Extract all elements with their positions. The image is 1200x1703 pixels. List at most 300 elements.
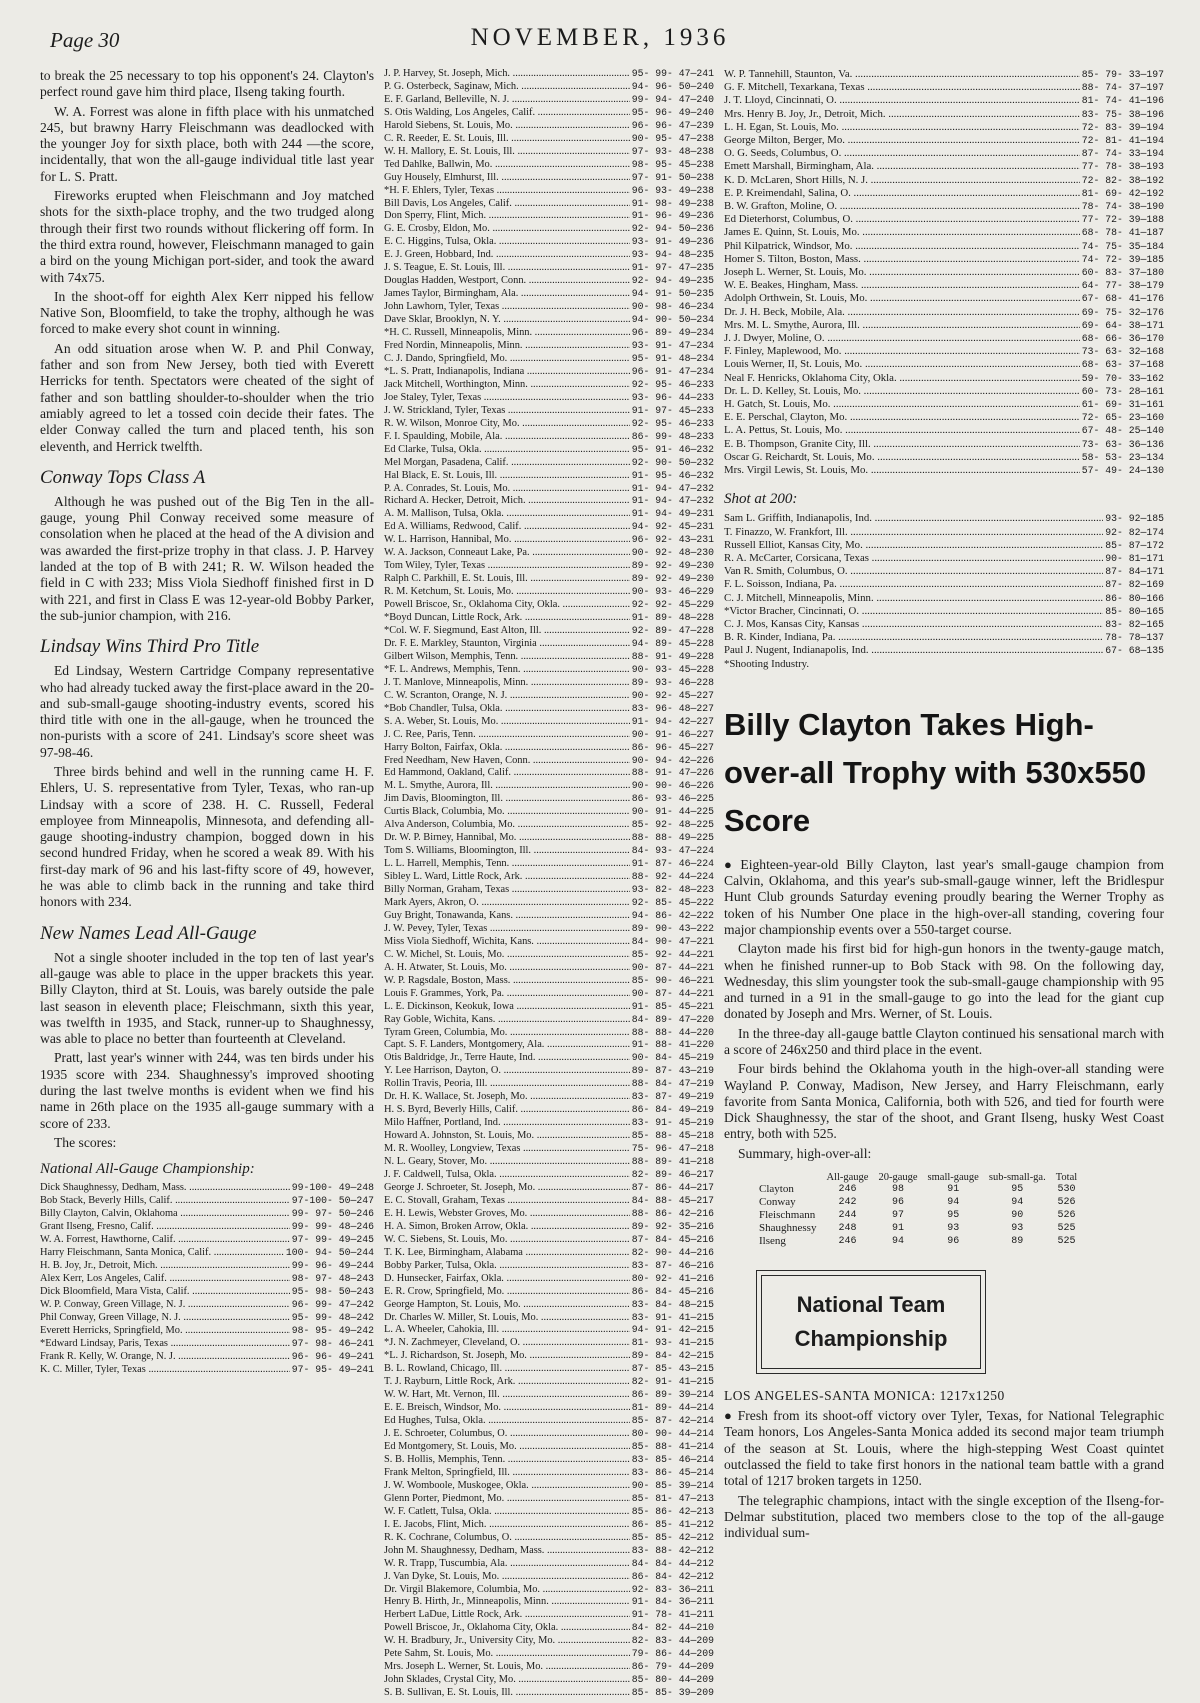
shooter-name: E. E. Breisch, Windsor, Mo. ..... — [384, 1402, 630, 1415]
shooter-name: G. E. Crosby, Eldon, Mo. ..... — [384, 223, 630, 236]
shooter-name: Glenn Porter, Piedmont, Mo. ..... — [384, 1493, 630, 1506]
summary-table — [754, 1172, 1082, 1248]
shooter-name: *Col. W. F. Siegmund, East Alton, Ill. ..... — [384, 625, 630, 638]
shooter-score: 90- 84- 45—219 — [631, 1052, 714, 1064]
shooter-name: L. H. Egan, St. Louis, Mo. ..... — [724, 121, 1080, 134]
shooter-name: J. W. Pevey, Tyler, Texas ..... — [384, 923, 630, 936]
shooter-name: W. P. Conway, Green Village, N. J. ..... — [40, 1299, 290, 1312]
shooter-name: Rollin Travis, Peoria, Ill. ..... — [384, 1078, 630, 1091]
paragraph: Not a single shooter included in the top ten of last year's all-gauge was able to place in the upper brackets this year. Billy Clayton, third at St. Louis, was barely outside the pale last season in eleventh place; Fleischmann, sixth this year, was twelfth in 1935, and Stack, runner-up to Shaughnessy, was able to place no better than fourteenth at Cleveland. — [40, 949, 374, 1047]
score-row — [724, 592, 1164, 605]
score-row — [724, 147, 1164, 160]
paragraph: to break the 25 necessary to top his opponent's 24. Clayton's perfect round gave him third place, Ilseng taking fourth. — [40, 68, 374, 100]
shooter-score: 95- 99- 48—242 — [291, 1311, 374, 1323]
team-championship-box — [756, 1270, 986, 1374]
score-row — [384, 1506, 714, 1519]
shooter-score: 67- 68—135 — [1105, 645, 1164, 657]
score-row — [724, 605, 1164, 618]
score-row — [384, 159, 714, 172]
score-row — [384, 1117, 714, 1130]
headline: Billy Clayton Takes High-over-all Trophy with 530x550 Score — [724, 706, 1147, 838]
score-row — [384, 1609, 714, 1622]
shooter-score: 78- 74- 38—190 — [1081, 201, 1164, 213]
shooter-name: Bill Davis, Los Angeles, Calif. ..... — [384, 198, 630, 211]
shooter-score: 85- 86- 42—213 — [631, 1505, 714, 1517]
score-row — [384, 1182, 714, 1195]
shooter-score: 91- 94- 42—227 — [631, 715, 714, 727]
shooter-score: 99- 97- 50—246 — [291, 1208, 374, 1220]
shooter-name: Mrs. Joseph L. Werner, St. Louis, Mo. ..... — [384, 1661, 630, 1674]
shooter-name: S. B. Sullivan, E. St. Louis, Ill. ..... — [384, 1687, 630, 1698]
summary-value: 94 — [891, 1236, 904, 1248]
shooter-name: Frank R. Kelly, W. Orange, N. J. ..... — [40, 1351, 290, 1364]
shooter-score: 92- 82—174 — [1105, 526, 1164, 538]
shooter-score: 92- 95- 46—233 — [631, 378, 714, 390]
shooter-score: 88- 92- 44—224 — [631, 871, 714, 883]
shooter-name: J. E. Schroeter, Columbus, O. ..... — [384, 1428, 630, 1441]
score-row — [384, 470, 714, 483]
shooter-score: 80- 92- 41—216 — [631, 1272, 714, 1284]
shooter-score: 83- 87- 46—216 — [631, 1259, 714, 1271]
issue-date: NOVEMBER, 1936 — [470, 24, 730, 51]
shooter-score: 68- 66- 36—170 — [1081, 333, 1164, 345]
shooter-name: Don Sperry, Flint, Mich. ..... — [384, 210, 630, 223]
shooter-name: *Boyd Duncan, Little Rock, Ark. ..... — [384, 612, 630, 625]
score-row — [384, 845, 714, 858]
shooter-name: Mrs. M. L. Smythe, Aurora, Ill. ..... — [724, 319, 1080, 332]
shooter-name: D. Hunsecker, Fairfax, Okla. ..... — [384, 1273, 630, 1286]
paragraph: ● Eighteen-year-old Billy Clayton, last year's small-gauge champion from Calvin, Oklahoma, and this year's sub-small-gauge winner, left the Bridlespur Hunt Club grounds Saturday evening proudly bearing the Werner Trophy as token of his Number One place in the high-over-all standing, covering four major championship events over a 550-target course. — [724, 856, 1164, 937]
shooter-name: J. T. Manlove, Minneapolis, Minn. ..... — [384, 677, 630, 690]
score-row — [384, 1091, 714, 1104]
summary-value: 98 — [891, 1184, 904, 1196]
subhead-new-names: New Names Lead All-Gauge — [40, 922, 257, 944]
score-row — [384, 223, 714, 236]
shooter-score: 67- 68- 41—176 — [1081, 293, 1164, 305]
shooter-score: 90- 81—171 — [1105, 552, 1164, 564]
shooter-name: J. W. Strickland, Tyler, Texas ..... — [384, 405, 630, 418]
shooter-name: J. C. Ree, Paris, Tenn. ..... — [384, 729, 630, 742]
summary-value: 95 — [1011, 1184, 1024, 1196]
shooter-score: 93- 96- 44—233 — [631, 391, 714, 403]
shooter-score: 86- 84- 42—212 — [631, 1570, 714, 1582]
shooter-score: 64- 77- 38—179 — [1081, 280, 1164, 292]
score-list-right — [724, 68, 1164, 477]
shooter-name: W. P. Tannehill, Staunton, Va. ..... — [724, 68, 1080, 81]
score-row — [40, 1234, 374, 1247]
shooter-score: 85- 80- 44—209 — [631, 1674, 714, 1686]
shooter-score: 83- 87- 49—219 — [631, 1091, 714, 1103]
shooter-name: H. B. Joy, Jr., Detroit, Mich. ..... — [40, 1260, 290, 1273]
shooter-score: 80- 90- 44—214 — [631, 1428, 714, 1440]
shooter-name: E. F. Garland, Belleville, N. J. ..... — [384, 94, 630, 107]
shooter-name: James Taylor, Birmingham, Ala. ..... — [384, 288, 630, 301]
score-row — [384, 651, 714, 664]
shooter-score: 88- 88- 49—225 — [631, 832, 714, 844]
shooter-score: 88- 91- 47—226 — [631, 767, 714, 779]
shooter-score: 88- 89- 41—218 — [631, 1156, 714, 1168]
score-row — [384, 301, 714, 314]
shooter-name: K. D. McLaren, Short Hills, N. J. ..... — [724, 174, 1080, 187]
shooter-score: 85- 81- 47—213 — [631, 1492, 714, 1504]
score-row — [384, 1312, 714, 1325]
score-row — [384, 1467, 714, 1480]
shooter-score: 93- 94- 48—235 — [631, 249, 714, 261]
shooter-score: 61- 69- 31—161 — [1081, 399, 1164, 411]
shooter-score: 83- 88- 42—212 — [631, 1544, 714, 1556]
score-row — [724, 160, 1164, 173]
paragraph: W. A. Forrest was alone in fifth place with his unmatched 245, but brawny Harry Fleischmann was deadlocked with the younger Joy for sixth place, both with 244 —the score, incidentally, that won the all-gauge individual title last year for L. S. Pratt. — [40, 103, 374, 184]
score-row — [384, 1130, 714, 1143]
score-row — [40, 1247, 374, 1260]
shooter-name: Ted Dahlke, Ballwin, Mo. ..... — [384, 159, 630, 172]
summary-value: 96 — [947, 1236, 960, 1248]
bullet-icon: ● — [724, 856, 737, 872]
shooter-score: 90- 92- 45—227 — [631, 689, 714, 701]
summary-value: 246 — [838, 1184, 857, 1196]
shooter-score: 95- 98- 50—243 — [291, 1285, 374, 1297]
shooter-score: 98- 97- 48—243 — [291, 1272, 374, 1284]
shooter-name: Russell Elliot, Kansas City, Mo. ..... — [724, 539, 1103, 552]
shooter-score: 89- 84- 42—215 — [631, 1350, 714, 1362]
shooter-score: 98- 95- 49—242 — [291, 1324, 374, 1336]
score-row — [384, 1480, 714, 1493]
score-row — [384, 249, 714, 262]
score-row — [384, 521, 714, 534]
page-header — [40, 24, 1160, 58]
score-row — [384, 444, 714, 457]
shooter-name: Miss Viola Siedhoff, Wichita, Kans. ..... — [384, 936, 630, 949]
score-row — [384, 1363, 714, 1376]
shooter-score: 85- 90- 46—221 — [631, 974, 714, 986]
shooter-name: Van R. Smith, Columbus, O. ..... — [724, 565, 1103, 578]
score-row — [724, 279, 1164, 292]
shooter-score: 81- 69- 42—192 — [1081, 187, 1164, 199]
score-row — [384, 962, 714, 975]
shooter-score: 86- 85- 41—212 — [631, 1518, 714, 1530]
score-row — [724, 398, 1164, 411]
shooter-name: Emett Marshall, Birmingham, Ala. ..... — [724, 160, 1080, 173]
score-row — [384, 1558, 714, 1571]
score-row — [724, 174, 1164, 187]
shooter-score: 86- 84- 45—216 — [631, 1285, 714, 1297]
shooter-score: 93- 92—185 — [1105, 513, 1164, 525]
shooter-score: 94- 91- 50—235 — [631, 288, 714, 300]
shooter-name: L. A. Wheeler, Cahokia, Ill. ..... — [384, 1324, 630, 1337]
shooter-score: 99- 99- 48—246 — [291, 1221, 374, 1233]
shooter-name: K. C. Miller, Tyler, Texas ..... — [40, 1364, 290, 1377]
shooter-score: 90- 93- 46—229 — [631, 586, 714, 598]
shooter-score: 96- 91- 47—234 — [631, 365, 714, 377]
shooter-score: 90- 93- 45—228 — [631, 663, 714, 675]
shooter-name: C. J. Dando, Springfield, Mo. ..... — [384, 353, 630, 366]
shooter-score: 98- 95- 45—238 — [631, 158, 714, 170]
score-row — [384, 1454, 714, 1467]
score-row — [384, 1532, 714, 1545]
shooter-name: J. P. Harvey, St. Joseph, Mich. ..... — [384, 68, 630, 81]
shooter-score: 96- 93- 49—238 — [631, 184, 714, 196]
score-row — [724, 631, 1164, 644]
shooter-name: Pete Sahm, St. Louis, Mo. ..... — [384, 1648, 630, 1661]
shooter-name: *Bob Chandler, Tulsa, Okla. ..... — [384, 703, 630, 716]
shooter-score: 69- 75- 32—176 — [1081, 306, 1164, 318]
shooter-name: Guy Housely, Elmhurst, Ill. ..... — [384, 172, 630, 185]
score-row — [724, 319, 1164, 332]
shooter-score: 86- 84- 49—219 — [631, 1104, 714, 1116]
score-row — [384, 599, 714, 612]
shooter-name: Ed A. Williams, Redwood, Calif. ..... — [384, 521, 630, 534]
shooter-name: E. C. Higgins, Tulsa, Okla. ..... — [384, 236, 630, 249]
shooter-score: 86- 89- 39—214 — [631, 1389, 714, 1401]
shot-at-200-list — [724, 512, 1164, 657]
score-row — [384, 1104, 714, 1117]
summary-shooter: Ilseng — [759, 1235, 786, 1248]
shooter-score: 85- 87—172 — [1105, 539, 1164, 551]
shooter-name: Ralph C. Parkhill, E. St. Louis, Ill. ..... — [384, 573, 630, 586]
shooter-score: 89- 90- 43—222 — [631, 922, 714, 934]
score-row — [384, 392, 714, 405]
shooter-score: 97-100- 50—247 — [291, 1195, 374, 1207]
score-row — [384, 1350, 714, 1363]
shooter-score: 97- 99- 49—245 — [291, 1234, 374, 1246]
shooter-score: 81- 93- 41—215 — [631, 1337, 714, 1349]
score-row — [40, 1286, 374, 1299]
paragraph: Clayton made his first bid for high-gun honors in the twenty-gauge match, when he finished runner-up to Bob Stack with 98. On the following day, Wednesday, this slim youngster took the sub-small-gauge championship with 95 and turned in a 91 in the small-gauge to go into the lead for the giant cup donated by Joseph and Mrs. Werner, of St. Louis. — [724, 941, 1164, 1022]
shooter-name: George J. Schroeter, St. Joseph, Mo. ..... — [384, 1182, 630, 1195]
score-row — [384, 508, 714, 521]
shooter-name: C. J. Mitchell, Minneapolis, Minn. ..... — [724, 592, 1103, 605]
score-row — [384, 884, 714, 897]
shooter-score: 91- 94- 47—232 — [631, 482, 714, 494]
shooter-name: *J. N. Zachmeyer, Cleveland, O. ..... — [384, 1337, 630, 1350]
summary-shooter: Shaughnessy — [759, 1222, 817, 1235]
shooter-score: 83- 75- 38—196 — [1081, 108, 1164, 120]
shooter-score: 74- 75- 35—184 — [1081, 240, 1164, 252]
shooter-name: Dr. H. K. Wallace, St. Joseph, Mo. ..... — [384, 1091, 630, 1104]
shooter-name: S. B. Hollis, Memphis, Tenn. ..... — [384, 1454, 630, 1467]
shooter-score: 72- 81- 41—194 — [1081, 135, 1164, 147]
shooter-name: C. R. Reeder, E. St. Louis, Ill. ..... — [384, 133, 630, 146]
score-row — [384, 560, 714, 573]
shooter-name: F. Finley, Maplewood, Mo. ..... — [724, 345, 1080, 358]
score-row — [384, 210, 714, 223]
score-row — [724, 134, 1164, 147]
shooter-name: John Lawhorn, Tyler, Texas ..... — [384, 301, 630, 314]
shooter-name: W. E. Beakes, Hingham, Mass. ..... — [724, 279, 1080, 292]
shooter-score: 89- 92- 35—216 — [631, 1220, 714, 1232]
score-row — [384, 742, 714, 755]
scores-heading: National All-Gauge Championship: — [40, 1161, 255, 1178]
shooter-name: Mrs. Henry B. Joy, Jr., Detroit, Mich. ..... — [724, 108, 1080, 121]
shooter-score: 91- 85- 45—221 — [631, 1000, 714, 1012]
shooter-name: Frank Melton, Springfield, Ill. ..... — [384, 1467, 630, 1480]
shooter-name: F. L. Soisson, Indiana, Pa. ..... — [724, 578, 1103, 591]
score-row — [724, 108, 1164, 121]
shooter-name: B. W. Grafton, Moline, O. ..... — [724, 200, 1080, 213]
score-row — [724, 385, 1164, 398]
col-header: Total — [1055, 1172, 1078, 1184]
shooter-name: B. R. Kinder, Indiana, Pa. ..... — [724, 631, 1103, 644]
shooter-score: 86- 80—166 — [1105, 592, 1164, 604]
score-row — [724, 578, 1164, 591]
score-row — [384, 1337, 714, 1350]
shooter-score: 85- 92- 48—225 — [631, 819, 714, 831]
page-number: Page 30 — [50, 28, 120, 52]
score-row — [384, 1402, 714, 1415]
score-row — [384, 1622, 714, 1635]
shooter-name: Tyram Green, Columbia, Mo. ..... — [384, 1027, 630, 1040]
shooter-name: Jim Davis, Bloomington, Ill. ..... — [384, 793, 630, 806]
shooter-name: Sibley L. Ward, Little Rock, Ark. ..... — [384, 871, 630, 884]
paragraph: Although he was pushed out of the Big Ten in the all-gauge, young Phil Conway received some measure of consolation when he placed at the head of the A division and was awarded the first-prize trophy in that class. J. P. Harvey landed at the top of B with 241; R. W. Wilson headed the field in C with 233; Miss Viola Siedhoff finished first in D with 221, and first in Class E was 12-year-old Bobby Parker, the sub-junior champion, with 216. — [40, 493, 374, 623]
shooter-score: 95- 96- 49—240 — [631, 106, 714, 118]
team-championship-title: National Team Championship — [761, 1275, 981, 1369]
shooter-score: 85- 88- 41—214 — [631, 1441, 714, 1453]
shooter-score: 96- 99- 47—242 — [291, 1298, 374, 1310]
shooter-name: Dr. J. H. Beck, Mobile, Ala. ..... — [724, 306, 1080, 319]
score-row — [384, 107, 714, 120]
shooter-score: 84- 82- 44—210 — [631, 1622, 714, 1634]
summary-value: 525 — [1057, 1223, 1076, 1235]
shooter-name: H. Gatch, St. Louis, Mo. ..... — [724, 398, 1080, 411]
score-row — [384, 755, 714, 768]
shooter-name: J. J. Dwyer, Moline, O. ..... — [724, 332, 1080, 345]
shooter-score: 93- 91- 49—236 — [631, 236, 714, 248]
shooter-name: Fred Needham, New Haven, Conn. ..... — [384, 755, 630, 768]
score-row — [384, 1078, 714, 1091]
shooter-name: Powell Briscoe, Jr., Oklahoma City, Okla. ..... — [384, 1622, 630, 1635]
subhead-lindsay-wins: Lindsay Wins Third Pro Title — [40, 636, 260, 658]
shooter-name: Dr. Charles W. Miller, St. Louis, Mo. ..... — [384, 1312, 630, 1325]
shooter-name: Y. Lee Harrison, Dayton, O. ..... — [384, 1065, 630, 1078]
score-row — [724, 292, 1164, 305]
score-row — [384, 625, 714, 638]
shooter-score: 82- 91- 41—215 — [631, 1376, 714, 1388]
score-row — [384, 366, 714, 379]
summary-shooter: Conway — [759, 1196, 796, 1209]
score-row — [384, 1596, 714, 1609]
score-row — [384, 1687, 714, 1698]
score-list-middle — [384, 68, 714, 1698]
score-row — [724, 266, 1164, 279]
score-row — [384, 988, 714, 1001]
shooter-score: 87- 85- 43—215 — [631, 1363, 714, 1375]
shooter-name: Ed Clarke, Tulsa, Okla. ..... — [384, 444, 630, 457]
score-row — [384, 1286, 714, 1299]
score-row — [40, 1338, 374, 1351]
shooter-name: C. W. Michel, St. Louis, Mo. ..... — [384, 949, 630, 962]
shooter-score: 89- 93- 46—228 — [631, 676, 714, 688]
paragraph: In the three-day all-gauge battle Clayton continued his sensational march with a score of 246x250 and third place in the event. — [724, 1025, 1164, 1057]
score-row — [724, 253, 1164, 266]
shooter-name: W. R. Trapp, Tuscumbia, Ala. ..... — [384, 1558, 630, 1571]
shooter-name: Alva Anderson, Columbia, Mo. ..... — [384, 819, 630, 832]
shooter-name: R. A. McCarter, Corsicana, Texas ..... — [724, 552, 1103, 565]
shooter-name: R. M. Ketchum, St. Louis, Mo. ..... — [384, 586, 630, 599]
score-row — [724, 81, 1164, 94]
paragraph: Ed Lindsay, Western Cartridge Company representative who had already tucked away the first-place award in the 20- and sub-small-gauge shooting-industry events, scored his third title with one in the all-gauge, when he trounced the non-purists with a score of 241. Lindsay's score sheet was 97-98-46. — [40, 663, 374, 760]
shooter-name: A. M. Mallison, Tulsa, Okla. ..... — [384, 508, 630, 521]
shooter-name: John Sklades, Crystal City, Mo. ..... — [384, 1674, 630, 1687]
shooter-score: 73- 63- 36—136 — [1081, 438, 1164, 450]
shooter-score: 90- 95- 47—238 — [631, 132, 714, 144]
score-row — [384, 1493, 714, 1506]
shooter-name: E. R. Crow, Springfield, Mo. ..... — [384, 1286, 630, 1299]
summary-value: 95 — [947, 1210, 960, 1222]
col-header: 20-gauge — [878, 1172, 918, 1184]
paragraph: Four birds behind the Oklahoma youth in the high-over-all standing were Wayland P. Conway, Madison, New Jersey, and Harry Fleischmann, early favorite from Santa Monica, California, both with 526, and tied for fourth were Dick Shaughnessy, the star of the shoot, and Grant Ilseng, husky West Coast entry, both with 525. — [724, 1061, 1164, 1142]
shooter-name: *L. J. Richardson, St. Joseph, Mo. ..... — [384, 1350, 630, 1363]
score-row — [724, 526, 1164, 539]
score-row — [384, 716, 714, 729]
shooter-score: 86- 79- 44—209 — [631, 1661, 714, 1673]
score-row — [384, 379, 714, 392]
score-row — [384, 780, 714, 793]
shooter-score: 68- 78- 41—187 — [1081, 227, 1164, 239]
shooter-score: 90- 91- 46—227 — [631, 728, 714, 740]
score-row — [724, 200, 1164, 213]
score-row — [384, 68, 714, 81]
shooter-score: 95- 91- 48—234 — [631, 352, 714, 364]
shooter-name: Dick Shaughnessy, Dedham, Mass. ..... — [40, 1182, 290, 1195]
shooter-name: Ed Hughes, Tulsa, Okla. ..... — [384, 1415, 630, 1428]
score-row — [40, 1325, 374, 1338]
score-list-left — [40, 1182, 374, 1376]
score-row — [384, 703, 714, 716]
shooter-score: 88- 88- 44—220 — [631, 1026, 714, 1038]
shooter-name: Dr. Virgil Blakemore, Columbia, Mo. ..... — [384, 1584, 630, 1597]
shooter-score: 96- 92- 43—231 — [631, 534, 714, 546]
shooter-name: H. A. Simon, Broken Arrow, Okla. ..... — [384, 1221, 630, 1234]
score-row — [384, 858, 714, 871]
shooter-score: 87- 74- 33—194 — [1081, 148, 1164, 160]
shooter-name: Otis Baldridge, Jr., Terre Haute, Ind. ..... — [384, 1052, 630, 1065]
score-row — [384, 1027, 714, 1040]
score-row — [384, 871, 714, 884]
shooter-name: Milo Haffner, Portland, Ind. ..... — [384, 1117, 630, 1130]
shooter-score: 85- 87- 42—214 — [631, 1415, 714, 1427]
shooter-score: 85- 85- 39—209 — [631, 1687, 714, 1698]
score-row — [384, 1273, 714, 1286]
shooter-name: Bob Stack, Beverly Hills, Calif. ..... — [40, 1195, 290, 1208]
shooter-score: 82- 83- 44—209 — [631, 1635, 714, 1647]
score-row — [384, 1247, 714, 1260]
shooter-name: Harold Siebens, St. Louis, Mo. ..... — [384, 120, 630, 133]
shooter-name: Dr. F. E. Markley, Staunton, Virginia ..... — [384, 638, 630, 651]
shooter-score: 89- 92- 49—230 — [631, 560, 714, 572]
shooter-score: 87- 82—169 — [1105, 579, 1164, 591]
shooter-name: C. W. Scranton, Orange, N. J. ..... — [384, 690, 630, 703]
shooter-score: 77- 72- 39—188 — [1081, 214, 1164, 226]
score-row — [384, 897, 714, 910]
score-row — [384, 431, 714, 444]
shooter-name: Ed Montgomery, St. Louis, Mo. ..... — [384, 1441, 630, 1454]
shooter-name: L. L. Harrell, Memphis, Tenn. ..... — [384, 858, 630, 871]
shooter-score: 92- 83- 36—211 — [631, 1583, 714, 1595]
shooter-score: 91- 95- 46—232 — [631, 469, 714, 481]
shooter-score: 72- 82- 38—192 — [1081, 174, 1164, 186]
shooter-name: Paul J. Nugent, Indianapolis, Ind. ..... — [724, 644, 1103, 657]
score-row — [40, 1312, 374, 1325]
summary-row — [754, 1196, 1082, 1209]
shooter-name: F. I. Spaulding, Mobile, Ala. ..... — [384, 431, 630, 444]
shooter-name: M. R. Woolley, Longview, Texas ..... — [384, 1143, 630, 1156]
score-row — [384, 1648, 714, 1661]
score-row — [384, 1389, 714, 1402]
score-row — [40, 1273, 374, 1286]
shooter-name: J. T. Lloyd, Cincinnati, O. ..... — [724, 94, 1080, 107]
shooter-name: Douglas Hadden, Westport, Conn. ..... — [384, 275, 630, 288]
